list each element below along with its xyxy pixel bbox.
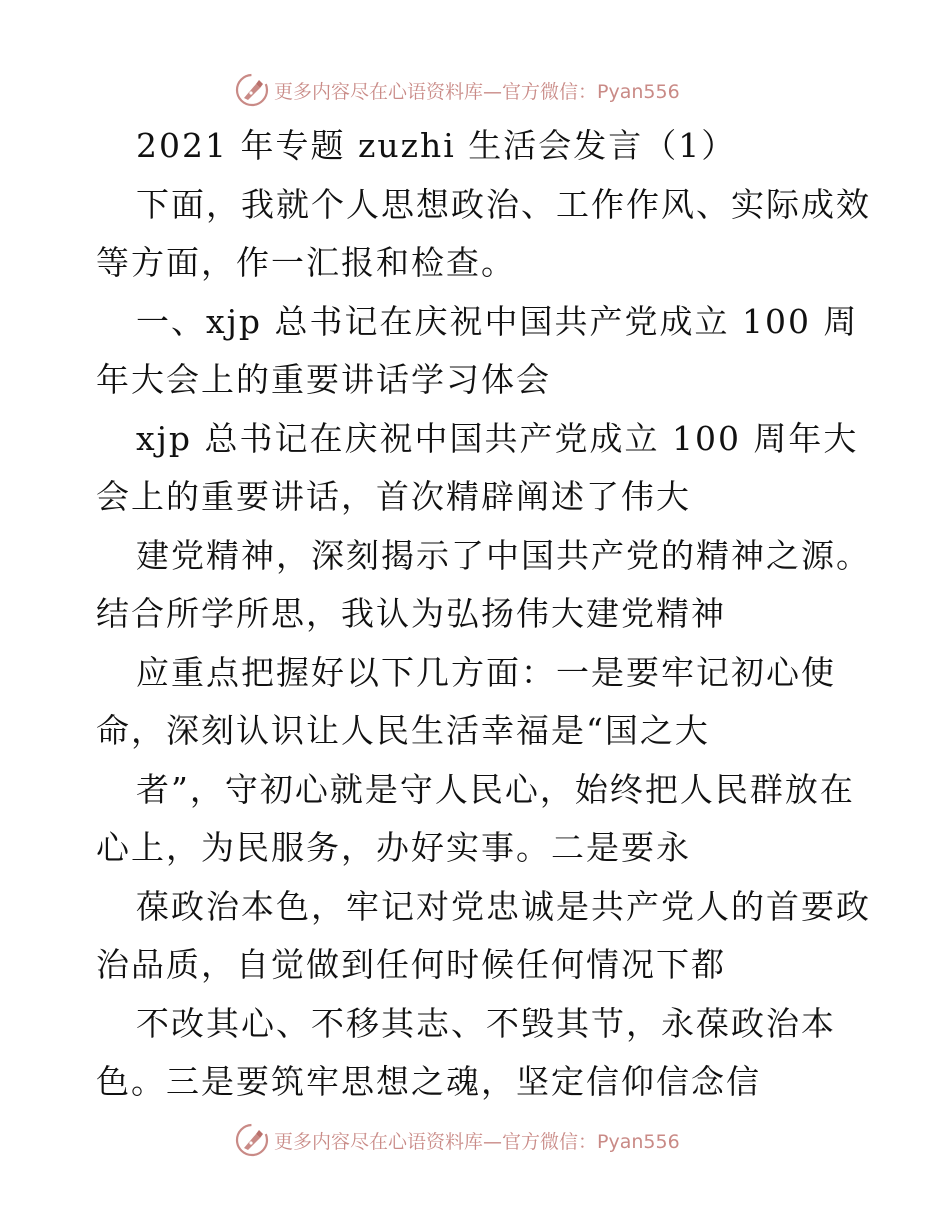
- paragraph-line: 会上的重要讲话，首次精辟阐述了伟大: [96, 477, 691, 516]
- paragraph-line: 治品质，自觉做到任何时候任何情况下都: [96, 945, 726, 984]
- paragraph-line: 葆政治本色，牢记对党忠诚是共产党人的首要政: [136, 887, 871, 926]
- watermark-banner-bottom: [234, 1122, 680, 1158]
- paragraph-line: 不改其心、不移其志、不毁其节，永葆政治本: [136, 1004, 836, 1043]
- paragraph-line: 等方面，作一汇报和检查。: [96, 243, 516, 282]
- paragraph-line: xjp 总书记在庆祝中国共产党成立 100 周年大: [136, 419, 859, 458]
- paragraph-line: 下面，我就个人思想政治、工作作风、实际成效: [136, 185, 871, 224]
- paragraph-line: 命，深刻认识让人民生活幸福是“国之大: [96, 711, 710, 750]
- paragraph-line: 色。三是要筑牢思想之魂，坚定信仰信念信: [96, 1062, 761, 1101]
- section-heading-line: 一、xjp 总书记在庆祝中国共产党成立 100 周: [136, 302, 859, 341]
- watermark-banner-top: [234, 72, 680, 108]
- paragraph-line: 建党精神，深刻揭示了中国共产党的精神之源。: [136, 536, 871, 575]
- document-title: 2021 年专题 zuzhi 生活会发言（1）: [136, 126, 737, 165]
- paragraph-line: 心上，为民服务，办好实事。二是要永: [96, 828, 691, 867]
- pen-nib-circle-icon: [234, 72, 270, 108]
- section-heading-line: 年大会上的重要讲话学习体会: [96, 360, 551, 399]
- paragraph-line: 应重点把握好以下几方面：一是要牢记初心使: [136, 653, 836, 692]
- paragraph-line: 结合所学所思，我认为弘扬伟大建党精神: [96, 594, 726, 633]
- watermark-text: 更多内容尽在心语资料库—官方微信：Pyan556: [274, 1130, 680, 1153]
- paragraph-line: 者”，守初心就是守人民心，始终把人民群放在: [136, 770, 855, 809]
- watermark-text: 更多内容尽在心语资料库—官方微信：Pyan556: [274, 80, 680, 103]
- pen-nib-circle-icon: [234, 1122, 270, 1158]
